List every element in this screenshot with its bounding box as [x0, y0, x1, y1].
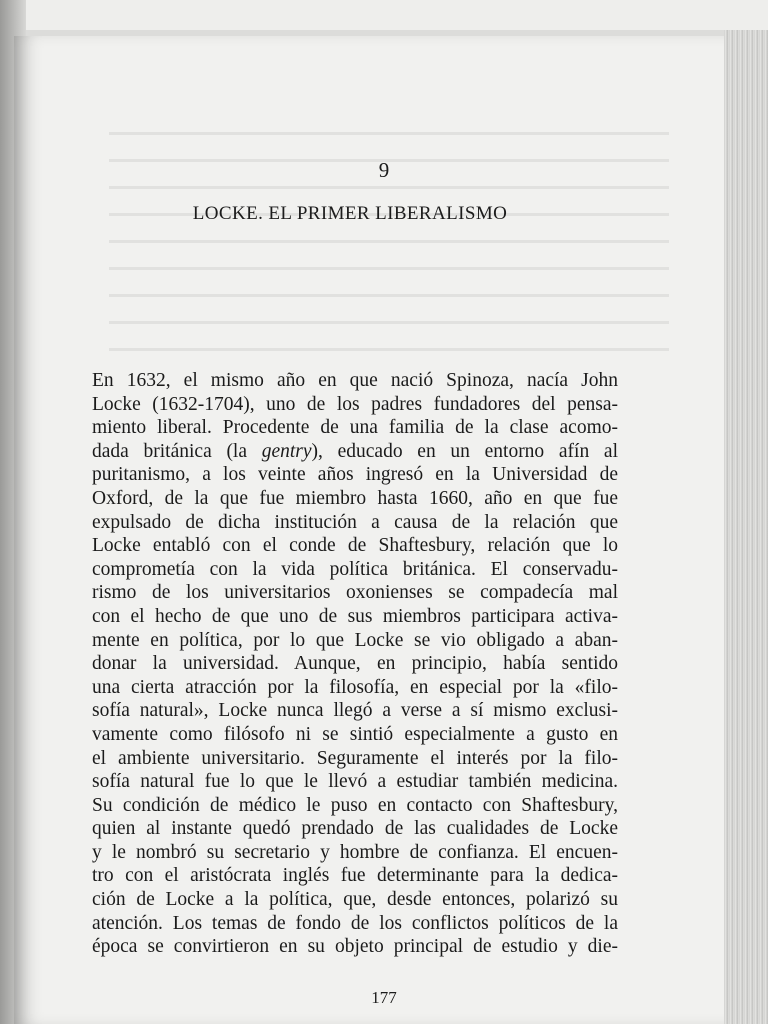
body-paragraph [92, 369, 618, 959]
chapter-number: 9 [378, 158, 390, 182]
text-line: mente en política, por lo que Locke se vio obligado a aban- [92, 629, 618, 651]
text-line: Locke (1632-1704), uno de los padres fundadores del pensa- [92, 393, 618, 415]
text-line: comprometía con la vida política británica. El conservadu- [92, 558, 618, 580]
page-number: 177 [371, 988, 397, 1007]
text-line: sofía natural fue lo que le llevó a estudiar también medicina. [92, 771, 618, 793]
text-line: dada británica (la gentry), educado en un entorno afín al [92, 440, 618, 462]
chapter-title: LOCKE. EL PRIMER LIBERALISMO [192, 203, 508, 224]
text-line: miento liberal. Procedente de una familia de la clase acomo- [92, 417, 618, 439]
text-line: época se convirtieron en su objeto principal de estudio y die- [92, 936, 618, 958]
text-line: vamente como filósofo ni se sintió especialmente a gusto en [92, 723, 618, 745]
text-line: puritanismo, a los veinte años ingresó en la Universidad de [92, 464, 618, 486]
text-line: quien al instante quedó prendado de las cualidades de Locke [92, 818, 618, 840]
text-line: Oxford, de la que fue miembro hasta 1660, año en que fue [92, 487, 618, 509]
text-line: donar la universidad. Aunque, en principio, había sentido [92, 653, 618, 675]
text-line: rismo de los universitarios oxonienses se compadecía mal [92, 582, 618, 604]
text-line: atención. Los temas de fondo de los conflictos políticos de la [92, 912, 618, 934]
text-line: ción de Locke a la política, que, desde entonces, polarizó su [92, 889, 618, 911]
text-line: una cierta atracción por la filosofía, en especial por la «filo- [92, 676, 618, 698]
text-line: el ambiente universitario. Seguramente el interés por la filo- [92, 747, 618, 769]
text-line: tro con el aristócrata inglés fue determinante para la dedica- [92, 865, 618, 887]
scan-border [0, 0, 768, 30]
text-line: Locke entabló con el conde de Shaftesbury, relación que lo [92, 535, 618, 557]
text-line: En 1632, el mismo año en que nació Spinoza, nacía John [92, 370, 618, 391]
text-line: y le nombró su secretario y hombre de confianza. El encuen- [92, 841, 618, 863]
text-line: con el hecho de que uno de sus miembros participara activa- [92, 605, 618, 627]
text-line: Su condición de médico le puso en contacto con Shaftesbury, [92, 794, 618, 816]
text-line: sofía natural», Locke nunca llegó a verse a sí mismo exclusi- [92, 700, 618, 722]
text-line: expulsado de dicha institución a causa de la relación que [92, 511, 618, 533]
